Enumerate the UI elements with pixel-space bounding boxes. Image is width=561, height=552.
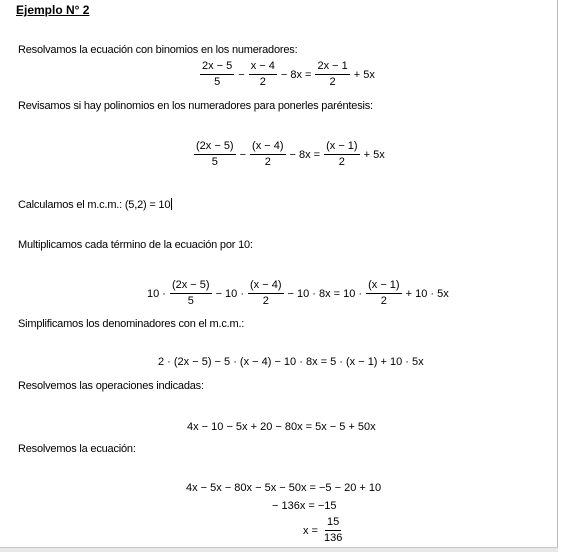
- window-right-border: [557, 0, 558, 551]
- equation-with-parentheses: [192, 140, 387, 169]
- numerator: x − 4: [249, 60, 277, 75]
- operator: −: [239, 148, 247, 161]
- solution-prefix: x =: [303, 524, 318, 537]
- denominator: 2: [262, 295, 269, 307]
- fraction: [249, 60, 277, 89]
- equation-tail: + 10 · 5x: [405, 287, 449, 300]
- horizontal-scrollbar[interactable]: [0, 547, 558, 552]
- denominator: 136: [323, 532, 343, 544]
- equation-collected: 4x − 5x − 80x − 5x − 50x = −5 − 20 + 10: [186, 482, 382, 494]
- fraction: [322, 516, 344, 545]
- intro-text: Resolvamos la ecuación con binomios en los numeradores:: [18, 44, 298, 56]
- equation-tail: + 5x: [353, 68, 375, 81]
- denominator: 2: [338, 156, 345, 168]
- equation-middle: − 8x =: [280, 68, 312, 81]
- fraction: [248, 279, 283, 308]
- equation-expanded: 4x − 10 − 5x + 20 − 80x = 5x − 5 + 50x: [187, 421, 376, 433]
- example-heading: Ejemplo N° 2: [16, 3, 90, 17]
- denominator: 2: [329, 76, 336, 88]
- fraction: [324, 140, 359, 169]
- fraction: [170, 279, 212, 308]
- solve-instruction: Resolvemos la ecuación:: [18, 443, 136, 455]
- parentheses-instruction: Revisamos si hay polinomios en los numeradores para ponerles paréntesis:: [18, 100, 373, 112]
- denominator: 5: [211, 156, 218, 168]
- equation-prefix: 10 ·: [147, 287, 166, 300]
- equation-simplified: 2 · (2x − 5) − 5 · (x − 4) − 10 · 8x = 5 · (x − 1) + 10 · 5x: [158, 356, 424, 368]
- numerator: (x − 4): [248, 279, 283, 294]
- fraction: [315, 60, 349, 89]
- numerator: (2x − 5): [170, 279, 212, 294]
- lcm-text: [18, 198, 172, 211]
- fraction: [366, 279, 401, 308]
- equation-tail: + 5x: [363, 148, 385, 161]
- equation-middle: − 10 ·: [215, 287, 245, 300]
- numerator: (2x − 5): [194, 140, 236, 155]
- fraction: [200, 60, 234, 89]
- denominator: 5: [187, 295, 194, 307]
- denominator: 2: [259, 76, 266, 88]
- equation-original: [198, 60, 377, 89]
- denominator: 5: [214, 76, 221, 88]
- simplify-instruction: Simplificamos los denominadores con el m.c.m.:: [18, 318, 245, 330]
- lcm-text-content: Calculamos el m.c.m.: (5,2) = 10: [18, 199, 171, 211]
- denominator: 2: [264, 156, 271, 168]
- operator: −: [238, 68, 245, 81]
- numerator: (x − 1): [324, 140, 359, 155]
- fraction: [250, 140, 285, 169]
- numerator: (x − 4): [250, 140, 285, 155]
- equation-multiplied: [145, 279, 451, 308]
- equation-middle: − 8x =: [289, 148, 321, 161]
- fraction: [194, 140, 236, 169]
- equation-reduced: − 136x = −15: [272, 500, 337, 512]
- equation-solution: [301, 516, 346, 545]
- numerator: 2x − 1: [315, 60, 349, 75]
- numerator: 2x − 5: [200, 60, 234, 75]
- multiply-instruction: Multiplicamos cada término de la ecuación por 10:: [18, 239, 253, 251]
- operations-instruction: Resolvemos las operaciones indicadas:: [18, 380, 204, 392]
- equation-middle: − 10 · 8x = 10 ·: [287, 287, 363, 300]
- numerator: 15: [325, 516, 341, 531]
- numerator: (x − 1): [366, 279, 401, 294]
- text-cursor: [171, 198, 172, 210]
- denominator: 2: [380, 295, 387, 307]
